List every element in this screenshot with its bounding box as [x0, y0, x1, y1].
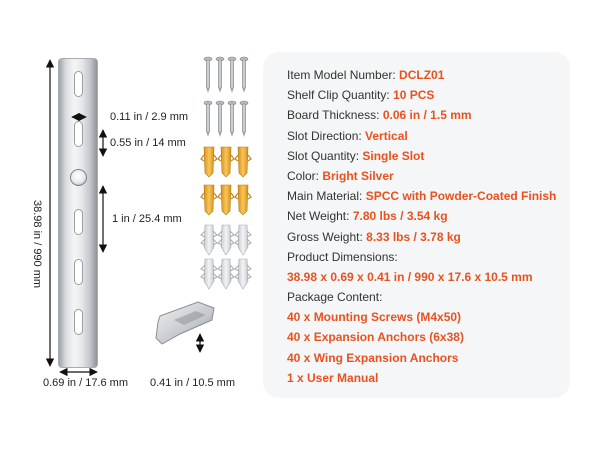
rail-width-label: 0.69 in / 17.6 mm	[43, 377, 128, 389]
package-item: 40 x Mounting Screws (M4x50)	[287, 310, 462, 325]
product-dimensions-value: 38.98 x 0.69 x 0.41 in / 990 x 17.6 x 10.5 mm	[287, 269, 533, 284]
rail-height-label: 38.98 in / 990 mm	[31, 200, 43, 289]
slot-width-label: 0.11 in / 2.9 mm	[110, 111, 189, 123]
spec-list	[287, 65, 560, 388]
spec-row-board-thickness: Board Thickness: 0.06 in / 1.5 mm	[287, 108, 472, 123]
spec-row-clip-quantity: Shelf Clip Quantity: 10 PCS	[287, 88, 435, 103]
package-item: 1 x User Manual	[287, 370, 379, 385]
hardware-group	[198, 55, 268, 290]
slot-gap-label: 0.55 in / 14 mm	[110, 137, 186, 149]
spec-row-model: Item Model Number: DCLZ01	[287, 68, 445, 82]
expansion-anchor-icon	[201, 147, 251, 215]
shelf-clip-icon	[150, 296, 220, 356]
spec-row-color: Color: Bright Silver	[287, 168, 394, 183]
spec-row-gross-weight: Gross Weight: 8.33 lbs / 3.78 kg	[287, 229, 461, 244]
product-dimensions-label: Product Dimensions:	[287, 249, 398, 264]
clip-thickness-label: 0.41 in / 10.5 mm	[150, 377, 235, 389]
package-content-label: Package Content:	[287, 290, 383, 305]
spec-row-slot-direction: Slot Direction: Vertical	[287, 128, 408, 143]
package-item: 40 x Expansion Anchors (6x38)	[287, 330, 464, 345]
slot-pitch-label: 1 in / 25.4 mm	[112, 213, 182, 225]
package-item: 40 x Wing Expansion Anchors	[287, 350, 459, 365]
wing-anchor-icon	[201, 225, 251, 289]
spec-card	[263, 52, 570, 398]
spec-row-net-weight: Net Weight: 7.80 lbs / 3.54 kg	[287, 209, 448, 224]
screw-icon	[204, 57, 248, 137]
spec-row-slot-quantity: Slot Quantity: Single Slot	[287, 148, 425, 163]
spec-row-material: Main Material: SPCC with Powder-Coated Finish	[287, 189, 557, 204]
